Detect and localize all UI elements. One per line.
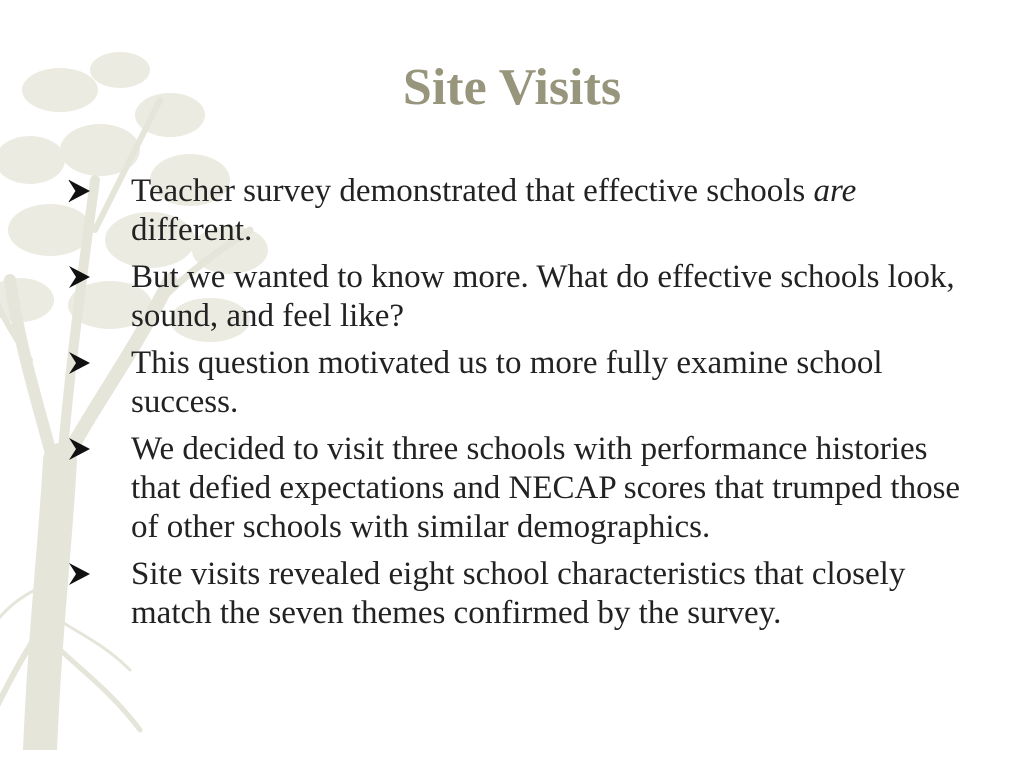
bullet-text: But we wanted to know more. What do effective schools look, sound, and feel like? bbox=[131, 259, 955, 334]
arrowhead-bullet-icon bbox=[66, 436, 92, 462]
bullet-emphasis: are bbox=[813, 173, 857, 209]
arrowhead-bullet-icon bbox=[66, 350, 92, 376]
bullet-text: Teacher survey demonstrated that effective schools bbox=[131, 173, 814, 209]
bullet-text: We decided to visit three schools with performance histories that defied expectations and NECAP scores that trumped those of other schools with similar demographics. bbox=[131, 431, 961, 545]
bullet-item bbox=[60, 258, 980, 336]
bullet-item bbox=[60, 172, 980, 250]
bullet-item bbox=[60, 344, 980, 422]
arrowhead-bullet-icon bbox=[66, 178, 92, 204]
bullet-text: This question motivated us to more fully examine school success. bbox=[131, 345, 883, 420]
bullet-item bbox=[60, 555, 980, 633]
slide-title: Site Visits bbox=[402, 59, 622, 116]
arrowhead-bullet-icon bbox=[66, 264, 92, 290]
bullet-list bbox=[60, 172, 980, 641]
arrowhead-bullet-icon bbox=[66, 561, 92, 587]
bullet-text: Site visits revealed eight school characteristics that closely match the seven themes confirmed by the survey. bbox=[131, 556, 906, 631]
bullet-text-after: different. bbox=[131, 212, 253, 248]
bullet-item bbox=[60, 430, 980, 547]
